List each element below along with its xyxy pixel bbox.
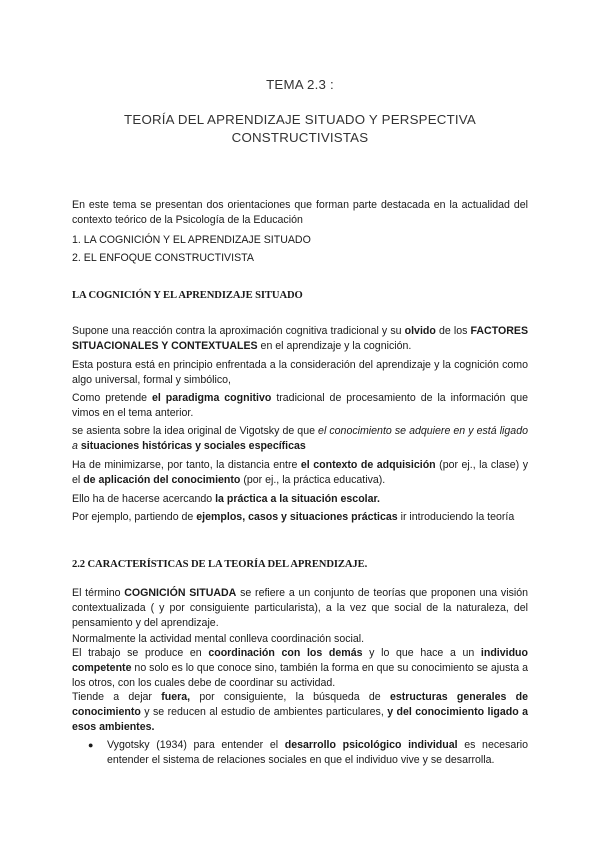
section1-paragraph-7: Por ejemplo, partiendo de ejemplos, casos y situaciones prácticas ir introduciendo la teoría — [72, 511, 515, 523]
page-title-line1: TEORÍA DEL APRENDIZAJE SITUADO Y PERSPECTIVA — [124, 112, 476, 127]
section2-paragraph-3: El trabajo se produce en coordinación con los demás y lo que hace a un individuo competente no solo es lo que conoce sino, también la forma en que su conocimiento se ajusta a los otros, con los cuales debe de coordinar su actividad. — [72, 647, 528, 690]
section1-heading: LA COGNICIÓN Y EL APRENDIZAJE SITUADO — [72, 290, 303, 301]
section2-paragraph-4: Tiende a dejar fuera, por consiguiente, la búsqueda de estructuras generales de conocimiento y se reducen al estudio de ambientes particulares, y del conocimiento ligado a esos ambientes. — [72, 691, 529, 734]
bullet-icon: ● — [88, 740, 94, 750]
section2-heading: 2.2 CARACTERÍSTICAS DE LA TEORÍA DEL APRENDIZAJE. — [72, 559, 368, 570]
section2-paragraph-1: El término COGNICIÓN SITUADA se refiere a un conjunto de teorías que proponen una visión contextualizada ( y por consiguiente particularista), a la vez que social de la naturaleza, del pensamiento y del aprendizaje. — [72, 587, 528, 630]
section1-paragraph-1: Supone una reacción contra la aproximación cognitiva tradicional y su olvido de los FACTORES SITUACIONALES Y CONTEXTUALES en el aprendizaje y la cognición. — [72, 325, 529, 353]
page-title-line2: CONSTRUCTIVISTAS — [231, 130, 369, 145]
intro-list-item-2: 2. EL ENFOQUE CONSTRUCTIVISTA — [72, 252, 254, 264]
section1-paragraph-6: Ello ha de hacerse acercando la práctica a la situación escolar. — [72, 493, 380, 505]
section1-paragraph-2: Esta postura está en principio enfrentada a la consideración del aprendizaje y la cognición como algo universal, formal y simbólico, — [72, 359, 528, 387]
section1-paragraph-4: se asienta sobre la idea original de Vigotsky de que el conocimiento se adquiere en y está ligado a situaciones históricas y sociales específicas — [72, 425, 528, 453]
section2-paragraph-2: Normalmente la actividad mental conlleva coordinación social. — [72, 633, 365, 645]
section2-bullet-item: Vygotsky (1934) para entender el desarrollo psicológico individual es necesario entender el sistema de relaciones sociales en que el individuo vive y se desarrolla. — [107, 739, 528, 767]
tema-label: TEMA 2.3 : — [266, 77, 334, 92]
section1-paragraph-3: Como pretende el paradigma cognitivo tradicional de procesamiento de la información que vimos en el tema anterior. — [72, 392, 529, 420]
intro-paragraph: En este tema se presentan dos orientaciones que forman parte destacada en la actualidad del contexto teórico de la Psicología de la Educación — [72, 199, 528, 227]
intro-list-item-1: 1. LA COGNICIÓN Y EL APRENDIZAJE SITUADO — [72, 234, 311, 246]
section1-paragraph-5: Ha de minimizarse, por tanto, la distancia entre el contexto de adquisición (por ej., la clase) y el de aplicación del conocimiento (por ej., la práctica educativa). — [72, 459, 528, 487]
